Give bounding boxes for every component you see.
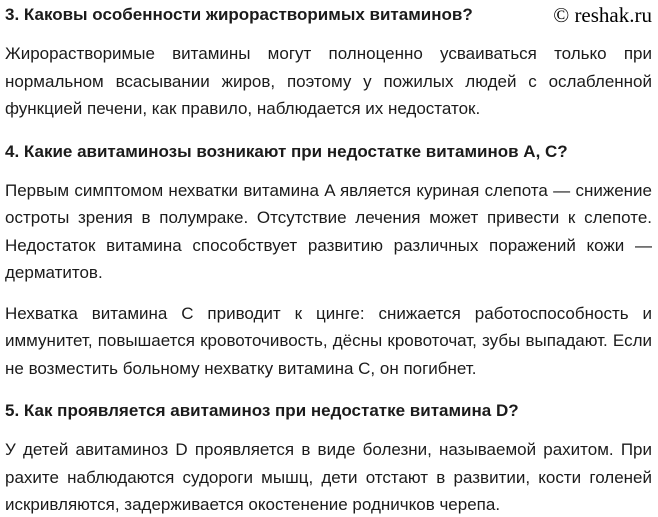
question-5-heading: 5. Как проявляется авитаминоз при недостатке витамина D? — [5, 401, 519, 420]
header-row — [5, 3, 652, 27]
answer-4-paragraph-vitamin-a: Первым симптомом нехватки витамина A является куриная слепота — снижение остроты зрения в полумраке. Отсутствие лечения может привести к слепоте. Недостаток витамина способствует развитию различных поражений кожи — дерматитов. — [5, 180, 652, 282]
question-4-heading: 4. Какие авитаминозы возникают при недостатке витаминов A, C? — [5, 141, 568, 161]
answer-3-paragraph: Жирорастворимые витамины могут полноценно усваиваться только при нормальном всасывании жиров, поэтому у пожилых людей с ослабленной функцией печени, как правило, наблюдается их недостаток. — [5, 44, 652, 118]
answer-4-paragraph-vitamin-c: Нехватка витамина C приводит к цинге: снижается работоспособность и иммунитет, повышается кровоточивость, дёсны кровоточат, зубы выпадают. Если не возместить больному нехватку витамина C, он погибнет. — [5, 303, 652, 378]
reshak-watermark: © reshak.ru — [553, 3, 652, 27]
question-3-heading: 3. Каковы особенности жирорастворимых витаминов? — [5, 5, 473, 24]
answer-5-paragraph-vitamin-d: У детей авитаминоз D проявляется в виде болезни, называемой рахитом. При рахите наблюдаются судороги мышц, дети отстают в развитии, кости голеней искривляются, задерживается окостенение родничков черепа. — [5, 440, 652, 514]
